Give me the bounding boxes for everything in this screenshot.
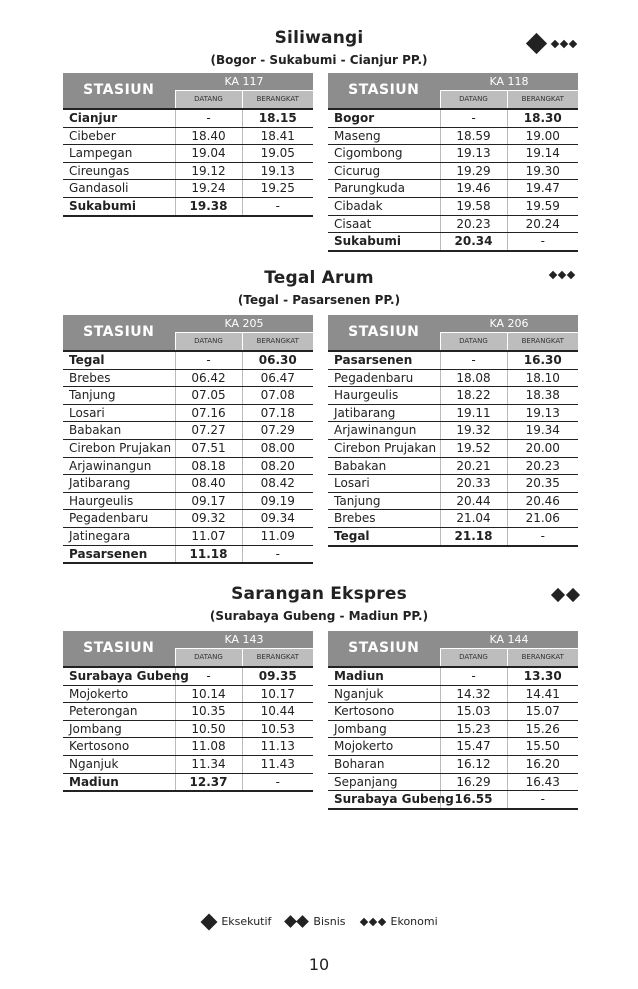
table-row (63, 545, 313, 563)
arrival-time: 18.22 (440, 387, 507, 405)
station-name: Brebes (63, 369, 175, 387)
arrival-time: - (175, 351, 242, 369)
station-name: Pegadenbaru (328, 369, 440, 387)
arrival-header: DATANG (440, 91, 507, 110)
table-row (63, 387, 313, 405)
departure-time: 13.30 (507, 667, 578, 685)
table-row (328, 162, 578, 180)
timetable-left (63, 73, 313, 217)
station-name: Maseng (328, 127, 440, 145)
section-title: Sarangan Ekspres (231, 584, 407, 604)
station-name: Babakan (63, 422, 175, 440)
arrival-time: 08.18 (175, 457, 242, 475)
table-row (328, 475, 578, 493)
station-name: Sukabumi (63, 197, 175, 215)
departure-time: 20.23 (507, 457, 578, 475)
table-row (63, 667, 313, 685)
arrival-time: 19.38 (175, 197, 242, 215)
arrival-time: 07.16 (175, 404, 242, 422)
timetable-right (328, 631, 578, 810)
station-name: Bogor (328, 109, 440, 127)
arrival-time: 20.33 (440, 475, 507, 493)
arrival-time: 19.29 (440, 162, 507, 180)
arrival-time: - (175, 109, 242, 127)
station-name: Parungkuda (328, 180, 440, 198)
diamond-icon (567, 271, 575, 279)
departure-time: 19.30 (507, 162, 578, 180)
arrival-time: 18.08 (440, 369, 507, 387)
station-header: STASIUN (63, 315, 175, 351)
station-name: Lampegan (63, 145, 175, 163)
departure-time: 11.43 (242, 755, 313, 773)
station-name: Jatibarang (63, 475, 175, 493)
table-row (63, 369, 313, 387)
table-row (63, 527, 313, 545)
table-row (328, 791, 578, 809)
diamond-icon (297, 915, 310, 928)
page-number: 10 (308, 955, 330, 974)
departure-time: 19.34 (507, 422, 578, 440)
header-row (63, 315, 313, 333)
table-row (328, 738, 578, 756)
arrival-time: 07.05 (175, 387, 242, 405)
table-row (328, 720, 578, 738)
arrival-time: 20.23 (440, 215, 507, 233)
station-name: Cirebon Prujakan (63, 439, 175, 457)
table-row (63, 422, 313, 440)
departure-time: 19.13 (507, 404, 578, 422)
departure-time: 19.59 (507, 197, 578, 215)
arrival-time: 09.17 (175, 492, 242, 510)
table-row (328, 127, 578, 145)
table-row (63, 162, 313, 180)
table-row (63, 197, 313, 215)
table-row (63, 703, 313, 721)
diamond-icon (560, 39, 568, 47)
departure-header: BERANGKAT (507, 333, 578, 352)
departure-time: 15.07 (507, 703, 578, 721)
table-row (63, 475, 313, 493)
arrival-time: 10.14 (175, 685, 242, 703)
departure-time: 18.10 (507, 369, 578, 387)
table-row (63, 773, 313, 791)
arrival-time: 10.50 (175, 720, 242, 738)
departure-time: 08.42 (242, 475, 313, 493)
station-name: Sepanjang (328, 773, 440, 791)
departure-time: 18.15 (242, 109, 313, 127)
station-header: STASIUN (328, 315, 440, 351)
diamond-icon (201, 913, 218, 930)
station-name: Brebes (328, 510, 440, 528)
departure-time: 18.41 (242, 127, 313, 145)
station-name: Madiun (63, 773, 175, 791)
station-name: Tanjung (63, 387, 175, 405)
header-row (328, 631, 578, 649)
table-row (63, 145, 313, 163)
station-header: STASIUN (328, 631, 440, 667)
arrival-time: 07.51 (175, 439, 242, 457)
arrival-time: 09.32 (175, 510, 242, 528)
arrival-time: 11.08 (175, 738, 242, 756)
station-name: Surabaya Gubeng (328, 791, 440, 809)
arrival-time: 19.12 (175, 162, 242, 180)
arrival-time: - (440, 667, 507, 685)
station-name: Pasarsenen (328, 351, 440, 369)
arrival-time: 19.46 (440, 180, 507, 198)
header-row (328, 315, 578, 333)
departure-time: 18.30 (507, 109, 578, 127)
departure-time: 10.44 (242, 703, 313, 721)
departure-time: 19.00 (507, 127, 578, 145)
table-row (328, 492, 578, 510)
arrival-time: 19.32 (440, 422, 507, 440)
departure-time: 11.13 (242, 738, 313, 756)
timetable-right (328, 73, 578, 252)
arrival-time: 21.04 (440, 510, 507, 528)
arrival-time: 18.59 (440, 127, 507, 145)
legend-label: Eksekutif (221, 915, 272, 928)
table-row (63, 492, 313, 510)
departure-time: 19.47 (507, 180, 578, 198)
arrival-time: 16.12 (440, 755, 507, 773)
station-name: Babakan (328, 457, 440, 475)
header-row (63, 631, 313, 649)
arrival-time: 07.27 (175, 422, 242, 440)
station-name: Surabaya Gubeng (63, 667, 175, 685)
departure-time: 07.29 (242, 422, 313, 440)
diamond-icon (359, 917, 367, 925)
table-row (328, 109, 578, 127)
station-name: Jatinegara (63, 527, 175, 545)
arrival-time: 11.34 (175, 755, 242, 773)
train-number: KA 143 (175, 631, 313, 649)
diamond-icon (377, 917, 385, 925)
diamond-icon (551, 588, 565, 602)
table-row (328, 351, 578, 369)
class-legend (0, 915, 638, 928)
station-header: STASIUN (328, 73, 440, 109)
table-row (328, 180, 578, 198)
arrival-time: 18.40 (175, 127, 242, 145)
arrival-time: 19.58 (440, 197, 507, 215)
arrival-header: DATANG (175, 333, 242, 352)
departure-time: 20.24 (507, 215, 578, 233)
station-name: Gandasoli (63, 180, 175, 198)
departure-time: 09.34 (242, 510, 313, 528)
section-title: Siliwangi (274, 28, 364, 48)
table-row (63, 404, 313, 422)
arrival-time: 20.44 (440, 492, 507, 510)
arrival-time: 11.18 (175, 545, 242, 563)
arrival-time: 20.34 (440, 233, 507, 251)
arrival-time: 06.42 (175, 369, 242, 387)
table-row (328, 197, 578, 215)
station-name: Tegal (328, 527, 440, 545)
arrival-time: - (440, 351, 507, 369)
departure-time: 08.00 (242, 439, 313, 457)
station-name: Mojokerto (328, 738, 440, 756)
class-mark-ekonomi (547, 272, 574, 278)
legend-bisnis (283, 915, 345, 928)
class-mark-bisnis (548, 590, 578, 600)
table-row (328, 755, 578, 773)
header-row (63, 73, 313, 91)
departure-time: 06.47 (242, 369, 313, 387)
station-name: Cianjur (63, 109, 175, 127)
station-name: Pasarsenen (63, 545, 175, 563)
arrival-time: 15.47 (440, 738, 507, 756)
arrival-time: 19.24 (175, 180, 242, 198)
departure-time: 20.35 (507, 475, 578, 493)
table-row (63, 510, 313, 528)
station-name: Tanjung (328, 492, 440, 510)
table-row (328, 233, 578, 251)
departure-time: 16.30 (507, 351, 578, 369)
diamond-icon (526, 33, 547, 54)
station-name: Kertosono (328, 703, 440, 721)
diamond-icon (368, 917, 376, 925)
station-name: Jombang (328, 720, 440, 738)
section-subtitle: (Tegal - Pasarsenen PP.) (237, 293, 401, 307)
station-name: Arjawinangun (328, 422, 440, 440)
station-name: Kertosono (63, 738, 175, 756)
station-name: Tegal (63, 351, 175, 369)
station-name: Peterongan (63, 703, 175, 721)
train-number: KA 117 (175, 73, 313, 91)
arrival-header: DATANG (175, 649, 242, 668)
table-row (63, 439, 313, 457)
station-header: STASIUN (63, 631, 175, 667)
table-row (63, 755, 313, 773)
departure-time: - (242, 773, 313, 791)
legend-label: Ekonomi (390, 915, 438, 928)
arrival-time: - (440, 109, 507, 127)
departure-header: BERANGKAT (507, 649, 578, 668)
departure-time: - (242, 197, 313, 215)
train-number: KA 118 (440, 73, 578, 91)
arrival-time: 15.23 (440, 720, 507, 738)
station-name: Haurgeulis (328, 387, 440, 405)
table-row (328, 422, 578, 440)
legend-ekonomi (358, 915, 438, 928)
section-title: Tegal Arum (264, 268, 374, 288)
table-row (328, 215, 578, 233)
departure-time: 20.00 (507, 439, 578, 457)
table-row (63, 127, 313, 145)
table-row (328, 685, 578, 703)
station-name: Cibeber (63, 127, 175, 145)
station-name: Cicurug (328, 162, 440, 180)
timetable-left (63, 315, 313, 564)
departure-time: 18.38 (507, 387, 578, 405)
arrival-time: 15.03 (440, 703, 507, 721)
diamond-icon (569, 39, 577, 47)
station-name: Haurgeulis (63, 492, 175, 510)
table-row (328, 457, 578, 475)
arrival-time: - (175, 667, 242, 685)
arrival-time: 08.40 (175, 475, 242, 493)
departure-time: 15.50 (507, 738, 578, 756)
arrival-time: 20.21 (440, 457, 507, 475)
station-name: Jombang (63, 720, 175, 738)
table-row (328, 773, 578, 791)
arrival-time: 12.37 (175, 773, 242, 791)
diamond-icon (558, 271, 566, 279)
departure-time: 19.05 (242, 145, 313, 163)
station-name: Cireungas (63, 162, 175, 180)
departure-time: 19.25 (242, 180, 313, 198)
arrival-time: 14.32 (440, 685, 507, 703)
departure-time: 14.41 (507, 685, 578, 703)
diamond-icon (549, 271, 557, 279)
arrival-time: 16.55 (440, 791, 507, 809)
table-row (63, 457, 313, 475)
departure-time: - (507, 527, 578, 545)
departure-time: - (242, 545, 313, 563)
departure-header: BERANGKAT (242, 333, 313, 352)
station-name: Jatibarang (328, 404, 440, 422)
table-row (63, 351, 313, 369)
station-name: Cirebon Prujakan (328, 439, 440, 457)
departure-time: 06.30 (242, 351, 313, 369)
table-row (63, 685, 313, 703)
legend-label: Bisnis (313, 915, 346, 928)
table-row (63, 738, 313, 756)
arrival-time: 11.07 (175, 527, 242, 545)
arrival-time: 19.04 (175, 145, 242, 163)
departure-time: 19.14 (507, 145, 578, 163)
station-name: Nganjuk (328, 685, 440, 703)
table-row (328, 369, 578, 387)
departure-time: 07.08 (242, 387, 313, 405)
table-row (328, 404, 578, 422)
departure-time: 15.26 (507, 720, 578, 738)
station-name: Arjawinangun (63, 457, 175, 475)
train-number: KA 205 (175, 315, 313, 333)
departure-time: 21.06 (507, 510, 578, 528)
table-row (328, 387, 578, 405)
departure-time: 11.09 (242, 527, 313, 545)
section-subtitle: (Bogor - Sukabumi - Cianjur PP.) (210, 53, 428, 67)
departure-header: BERANGKAT (242, 91, 313, 110)
arrival-header: DATANG (175, 91, 242, 110)
table-row (63, 109, 313, 127)
departure-time: 10.53 (242, 720, 313, 738)
table-row (328, 439, 578, 457)
departure-time: 16.43 (507, 773, 578, 791)
table-row (328, 510, 578, 528)
train-number: KA 144 (440, 631, 578, 649)
station-name: Sukabumi (328, 233, 440, 251)
arrival-header: DATANG (440, 333, 507, 352)
departure-header: BERANGKAT (507, 91, 578, 110)
station-name: Boharan (328, 755, 440, 773)
header-row (328, 73, 578, 91)
diamond-icon (551, 39, 559, 47)
departure-time: 16.20 (507, 755, 578, 773)
station-name: Cibadak (328, 197, 440, 215)
station-name: Losari (63, 404, 175, 422)
departure-time: 19.13 (242, 162, 313, 180)
table-row (328, 703, 578, 721)
departure-header: BERANGKAT (242, 649, 313, 668)
arrival-time: 19.52 (440, 439, 507, 457)
table-row (63, 720, 313, 738)
station-name: Cisaat (328, 215, 440, 233)
departure-time: 20.46 (507, 492, 578, 510)
arrival-time: 16.29 (440, 773, 507, 791)
arrival-time: 19.11 (440, 404, 507, 422)
class-mark-eksekutif-ekonomi (522, 36, 576, 51)
table-row (63, 180, 313, 198)
station-header: STASIUN (63, 73, 175, 109)
station-name: Pegadenbaru (63, 510, 175, 528)
station-name: Mojokerto (63, 685, 175, 703)
table-row (328, 667, 578, 685)
diamond-icon (566, 588, 580, 602)
arrival-time: 10.35 (175, 703, 242, 721)
table-row (328, 527, 578, 545)
table-row (328, 145, 578, 163)
station-name: Nganjuk (63, 755, 175, 773)
station-name: Madiun (328, 667, 440, 685)
departure-time: 07.18 (242, 404, 313, 422)
departure-time: 09.19 (242, 492, 313, 510)
section-subtitle: (Surabaya Gubeng - Madiun PP.) (209, 609, 429, 623)
timetable-right (328, 315, 578, 547)
departure-time: 10.17 (242, 685, 313, 703)
arrival-time: 19.13 (440, 145, 507, 163)
departure-time: - (507, 233, 578, 251)
departure-time: 09.35 (242, 667, 313, 685)
arrival-header: DATANG (440, 649, 507, 668)
arrival-time: 21.18 (440, 527, 507, 545)
departure-time: - (507, 791, 578, 809)
legend-eksekutif (200, 915, 271, 928)
station-name: Cigombong (328, 145, 440, 163)
timetable-left (63, 631, 313, 792)
departure-time: 08.20 (242, 457, 313, 475)
train-number: KA 206 (440, 315, 578, 333)
station-name: Losari (328, 475, 440, 493)
